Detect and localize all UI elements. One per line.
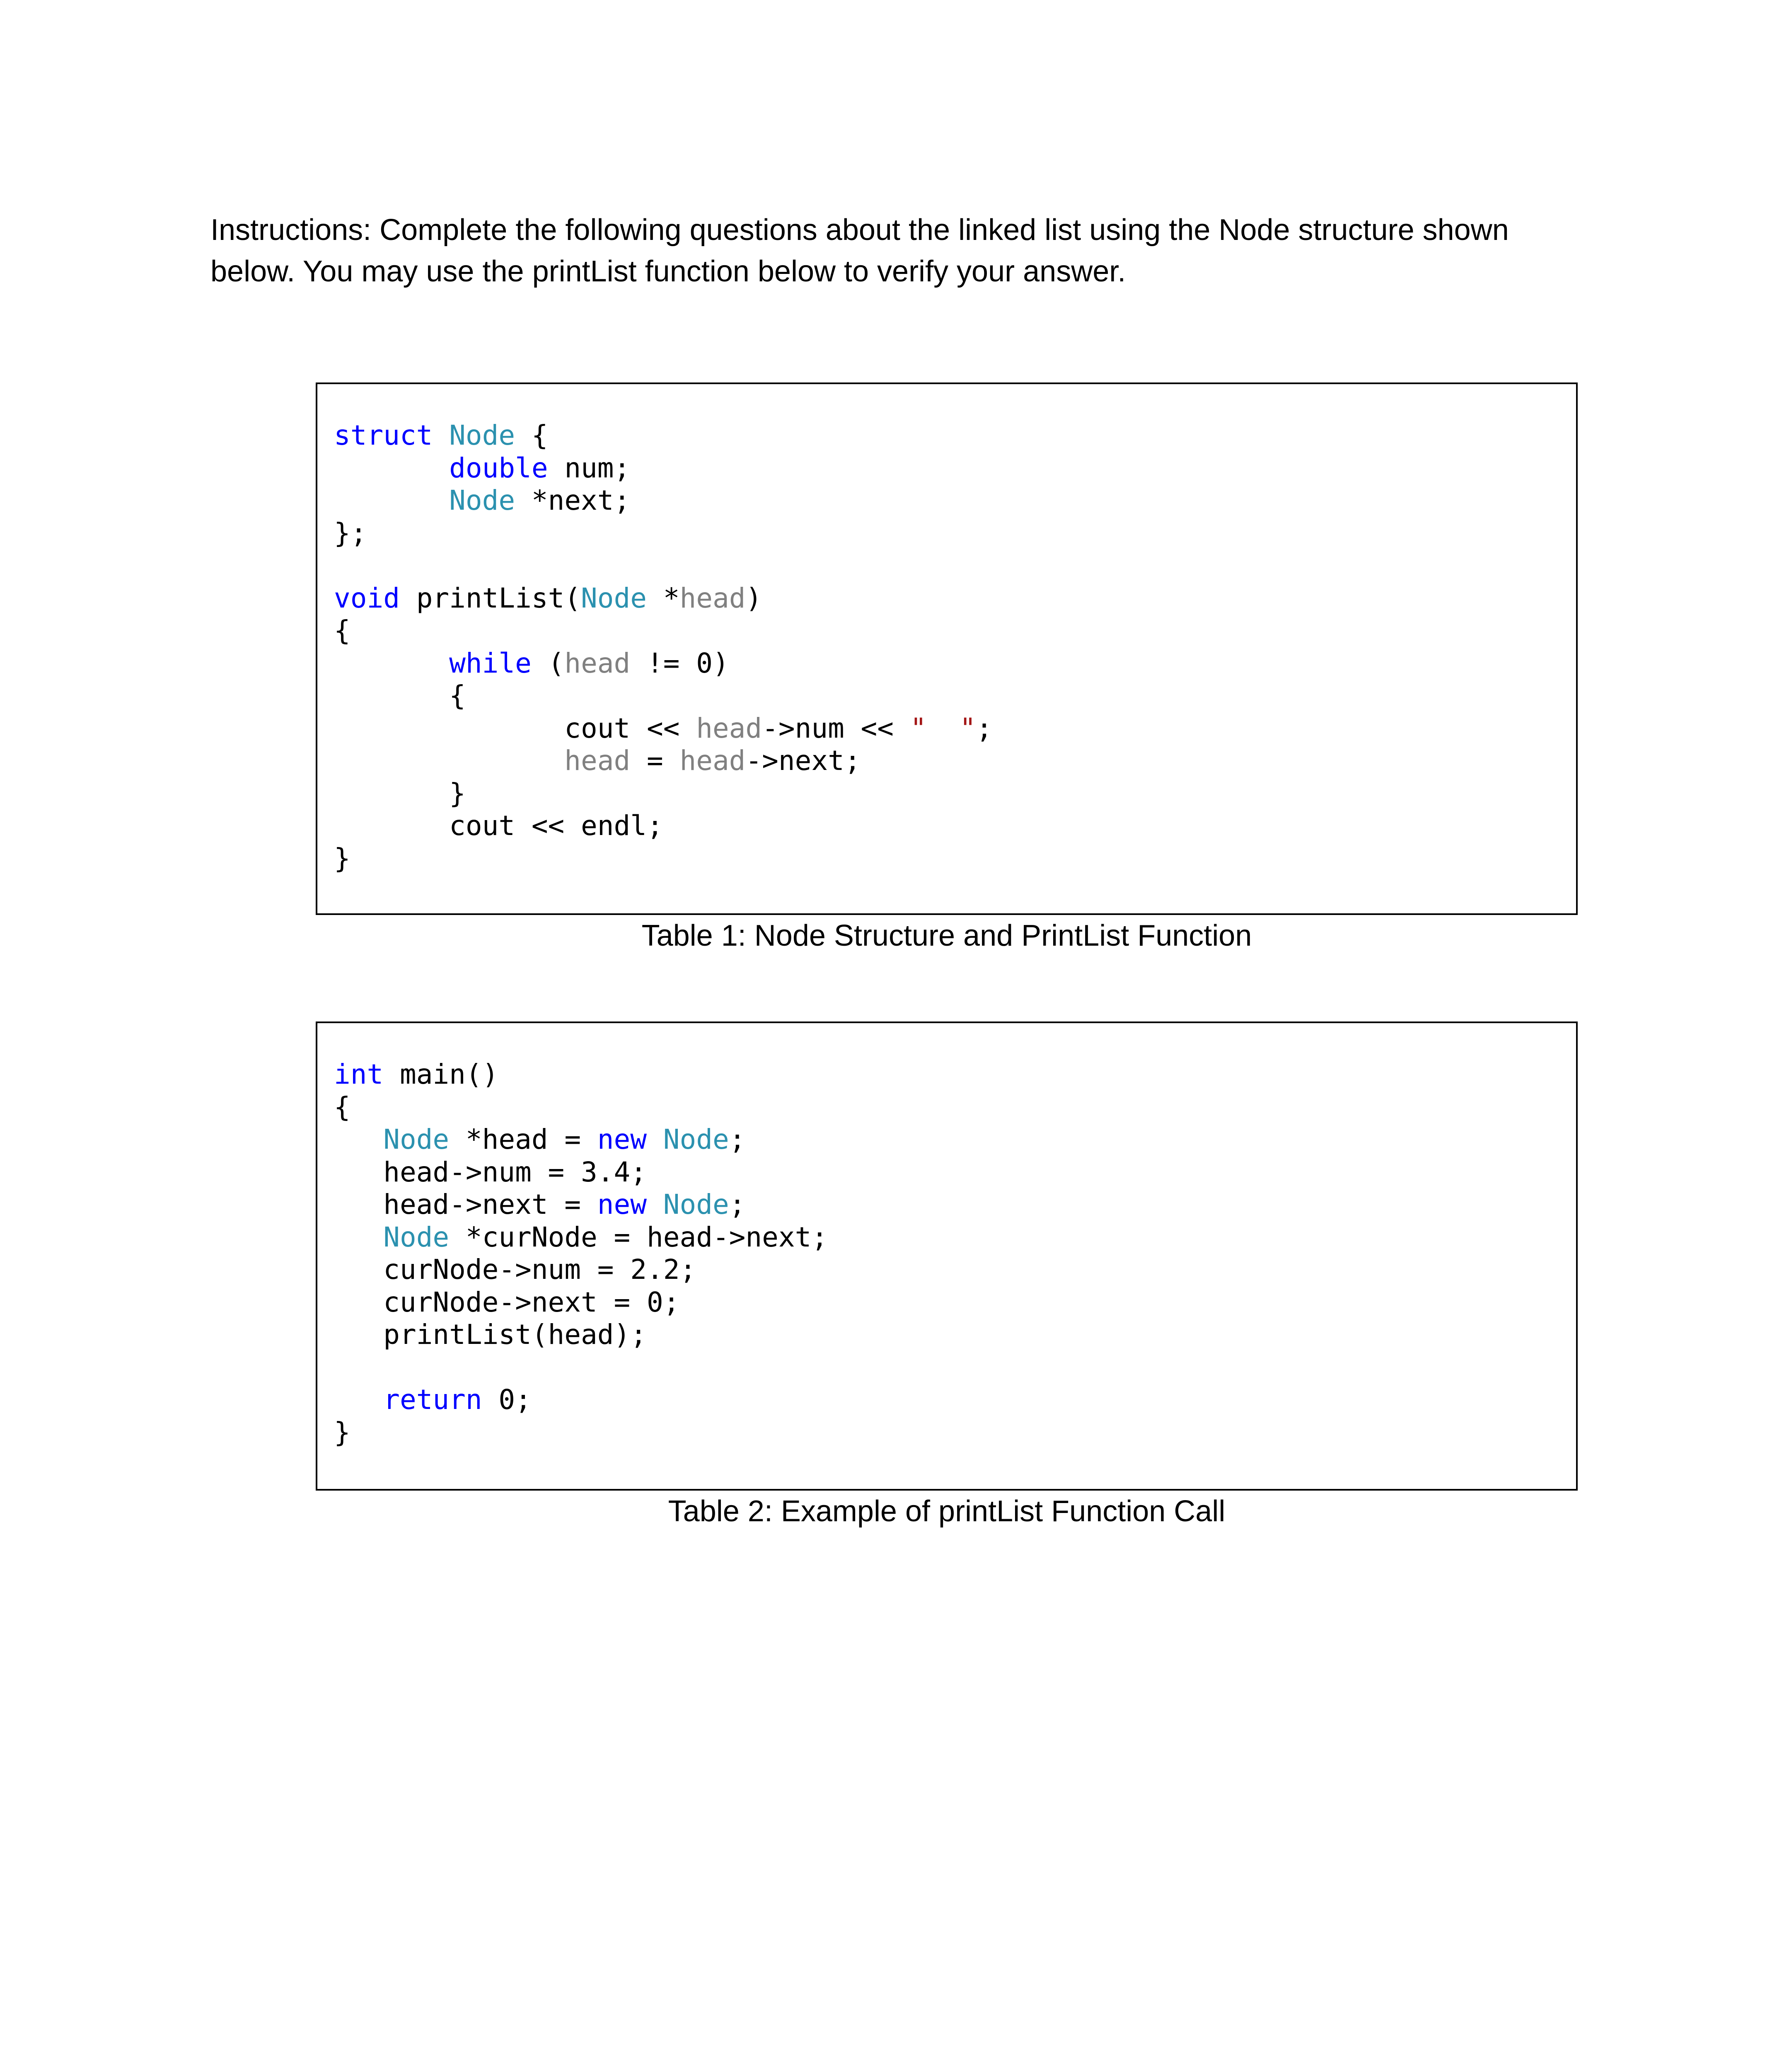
code-token: head bbox=[564, 647, 631, 679]
table-1-caption: Table 1: Node Structure and PrintList Function bbox=[641, 919, 1252, 952]
code-token: Node bbox=[581, 582, 647, 614]
code-token: ) bbox=[745, 582, 762, 614]
code-token bbox=[334, 745, 564, 777]
code-token: cout << endl; bbox=[334, 810, 663, 842]
code-line bbox=[334, 842, 992, 875]
code-line bbox=[334, 1221, 828, 1254]
code-line bbox=[334, 1416, 828, 1449]
code-token: Node bbox=[449, 484, 515, 516]
code-line bbox=[334, 1254, 828, 1286]
code-line bbox=[334, 452, 992, 485]
code-token: { bbox=[515, 419, 548, 451]
code-token: head->next = bbox=[334, 1188, 597, 1220]
code-token: head->num = 3.4; bbox=[334, 1156, 647, 1188]
code-line bbox=[334, 1188, 828, 1221]
code-token: *head = bbox=[449, 1123, 597, 1155]
table-2-caption: Table 2: Example of printList Function Call bbox=[668, 1495, 1226, 1528]
code-token: struct bbox=[334, 419, 433, 451]
code-line bbox=[334, 1319, 828, 1351]
code-token: { bbox=[334, 680, 466, 712]
code-token: " " bbox=[910, 712, 976, 744]
code-line bbox=[334, 1156, 828, 1189]
code-token: { bbox=[334, 1091, 351, 1123]
code-token: head bbox=[564, 745, 631, 777]
code-token: ; bbox=[729, 1123, 746, 1155]
code-token: ( bbox=[531, 647, 565, 679]
code-token: num; bbox=[548, 452, 631, 484]
code-line bbox=[334, 647, 992, 680]
code-token: = bbox=[630, 745, 680, 777]
instructions-text: Instructions: Complete the following questions about the linked list using the Node structure shown below. You may use the printList function below to verify your answer. bbox=[210, 213, 1509, 288]
code-token: Node bbox=[663, 1123, 729, 1155]
code-line bbox=[334, 1384, 828, 1416]
code-line bbox=[334, 810, 992, 842]
code-token: } bbox=[334, 1416, 351, 1448]
code-line bbox=[334, 419, 992, 452]
code-token: 0; bbox=[482, 1384, 532, 1416]
code-token: curNode->next = 0; bbox=[334, 1286, 680, 1318]
code-token bbox=[433, 419, 449, 451]
code-line bbox=[334, 745, 992, 777]
code-token: *curNode = head->next; bbox=[449, 1221, 828, 1253]
code-line bbox=[334, 1123, 828, 1156]
code-token: Node bbox=[383, 1123, 450, 1155]
code-token: curNode->num = 2.2; bbox=[334, 1254, 696, 1285]
code-token: head bbox=[696, 712, 762, 744]
node-structure-code-box bbox=[316, 382, 1578, 915]
code-line bbox=[334, 712, 992, 745]
code-line bbox=[334, 680, 992, 712]
code-token: * bbox=[647, 582, 680, 614]
code-line bbox=[334, 615, 992, 647]
code-token: Node bbox=[449, 419, 515, 451]
code-token: void bbox=[334, 582, 400, 614]
code-line bbox=[334, 1058, 828, 1091]
code-token: { bbox=[334, 615, 351, 646]
code-token: head bbox=[679, 745, 746, 777]
code-token: new bbox=[597, 1188, 647, 1220]
code-token: != 0) bbox=[630, 647, 729, 679]
code-token: Node bbox=[663, 1188, 729, 1220]
code-token: printList(head); bbox=[334, 1319, 647, 1351]
code-token: ->next; bbox=[745, 745, 861, 777]
code-line bbox=[334, 549, 992, 582]
code-token bbox=[334, 1123, 383, 1155]
code-line bbox=[334, 777, 992, 810]
code-token: ; bbox=[729, 1188, 746, 1220]
code-line bbox=[334, 517, 992, 550]
code-token: *next; bbox=[515, 484, 631, 516]
code-token bbox=[334, 1384, 383, 1416]
code-token: head bbox=[679, 582, 746, 614]
code-token: } bbox=[334, 842, 351, 874]
code-token: } bbox=[334, 777, 466, 809]
code-token bbox=[334, 1221, 383, 1253]
code-listing bbox=[334, 1058, 828, 1449]
code-token: printList( bbox=[399, 582, 581, 614]
main-function-code-box bbox=[316, 1021, 1578, 1491]
code-line bbox=[334, 1351, 828, 1384]
code-token: new bbox=[597, 1123, 647, 1155]
code-token: ->num << bbox=[762, 712, 910, 744]
code-token bbox=[334, 484, 449, 516]
code-token: main() bbox=[383, 1058, 499, 1090]
code-token: Node bbox=[383, 1221, 450, 1253]
code-token bbox=[647, 1188, 663, 1220]
code-token: return bbox=[383, 1384, 482, 1416]
code-token bbox=[647, 1123, 663, 1155]
code-token bbox=[334, 647, 449, 679]
code-token: double bbox=[449, 452, 548, 484]
code-token: }; bbox=[334, 517, 367, 549]
code-token: int bbox=[334, 1058, 384, 1090]
code-line bbox=[334, 1091, 828, 1124]
code-token: while bbox=[449, 647, 532, 679]
code-token: ; bbox=[976, 712, 993, 744]
code-line bbox=[334, 1286, 828, 1319]
code-token: cout << bbox=[334, 712, 696, 744]
code-listing bbox=[334, 419, 992, 875]
code-token bbox=[334, 452, 449, 484]
code-line bbox=[334, 582, 992, 615]
code-line bbox=[334, 484, 992, 517]
